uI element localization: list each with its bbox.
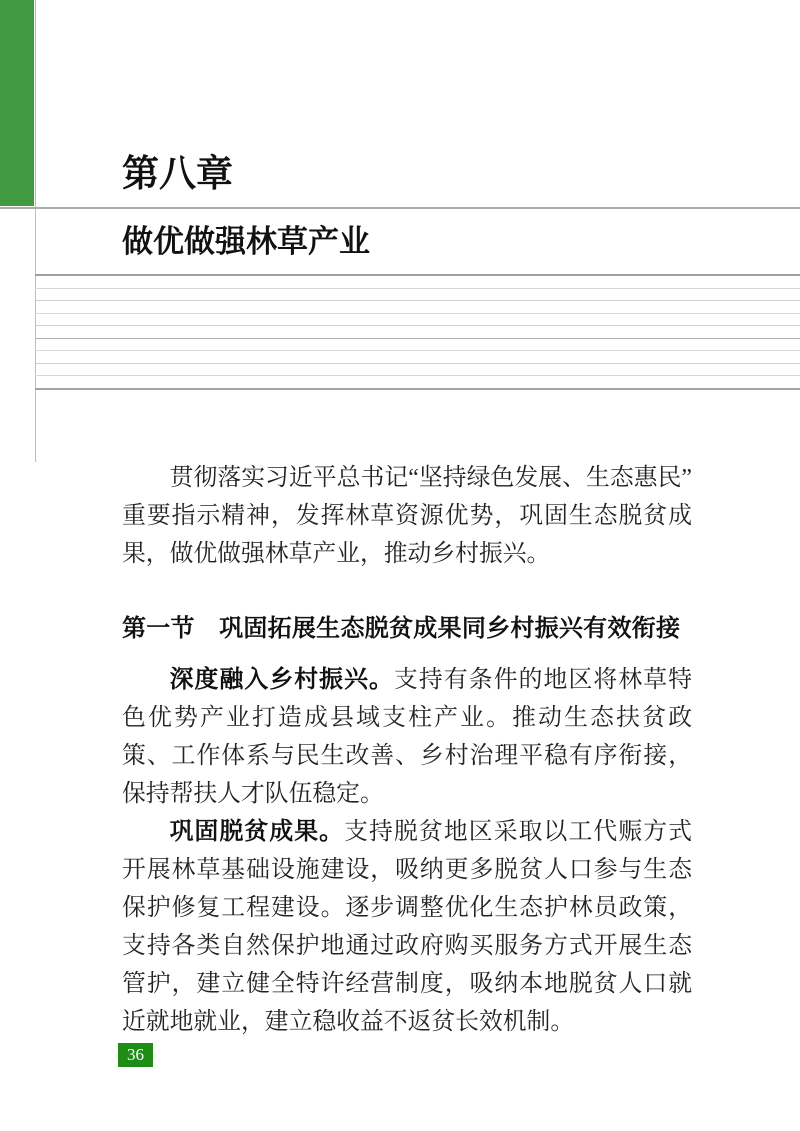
chapter-title: 做优做强林草产业 [122,224,370,259]
ruled-line [35,338,800,339]
intro-paragraph: 贯彻落实习近平总书记“坚持绿色发展、生态惠民”重要指示精神，发挥林草资源优势，巩固生态脱贫成果，做优做强林草产业，推动乡村振兴。 [122,465,692,567]
paragraph-text: 支持脱贫地区采取以工代赈方式开展林草基础设施建设，吸纳更多脱贫人口参与生态保护修复工程建设。逐步调整优化生态护林员政策，支持各类自然保护地通过政府购买服务方式开展生态管护，建立健全特许经营制度，吸纳本地脱贫人口就近就地就业，建立稳收益不返贫长效机制。 [122,819,693,1035]
ruled-line [35,350,800,351]
page-number-badge: 36 [118,1043,153,1067]
ruled-line [35,363,800,364]
section-heading: 第一节 巩固拓展生态脱贫成果同乡村振兴有效衔接 [122,615,680,642]
paragraph-text: 支持有条件的地区将林草特色优势产业打造成县域支柱产业。推动生态扶贫政策、工作体系与民生改善、乡村治理平稳有序衔接，保持帮扶人才队伍稳定。 [122,667,692,807]
title-underline [35,274,800,276]
paragraph-lead: 深度融入乡村振兴。 [169,667,394,693]
ruled-line [35,375,800,376]
chapter-color-bar [0,0,34,206]
left-vertical-rule [35,0,36,462]
chapter-number: 第八章 [122,153,233,194]
paragraph-lead: 巩固脱贫成果。 [169,819,345,845]
ruled-line [35,300,800,301]
ruled-line [35,388,800,390]
ruled-line [35,325,800,326]
chapter-divider-line [0,207,800,209]
ruled-line [35,288,800,289]
ruled-line [35,313,800,314]
body-text [122,661,692,1041]
paragraph [122,813,692,1041]
paragraph [122,661,692,813]
